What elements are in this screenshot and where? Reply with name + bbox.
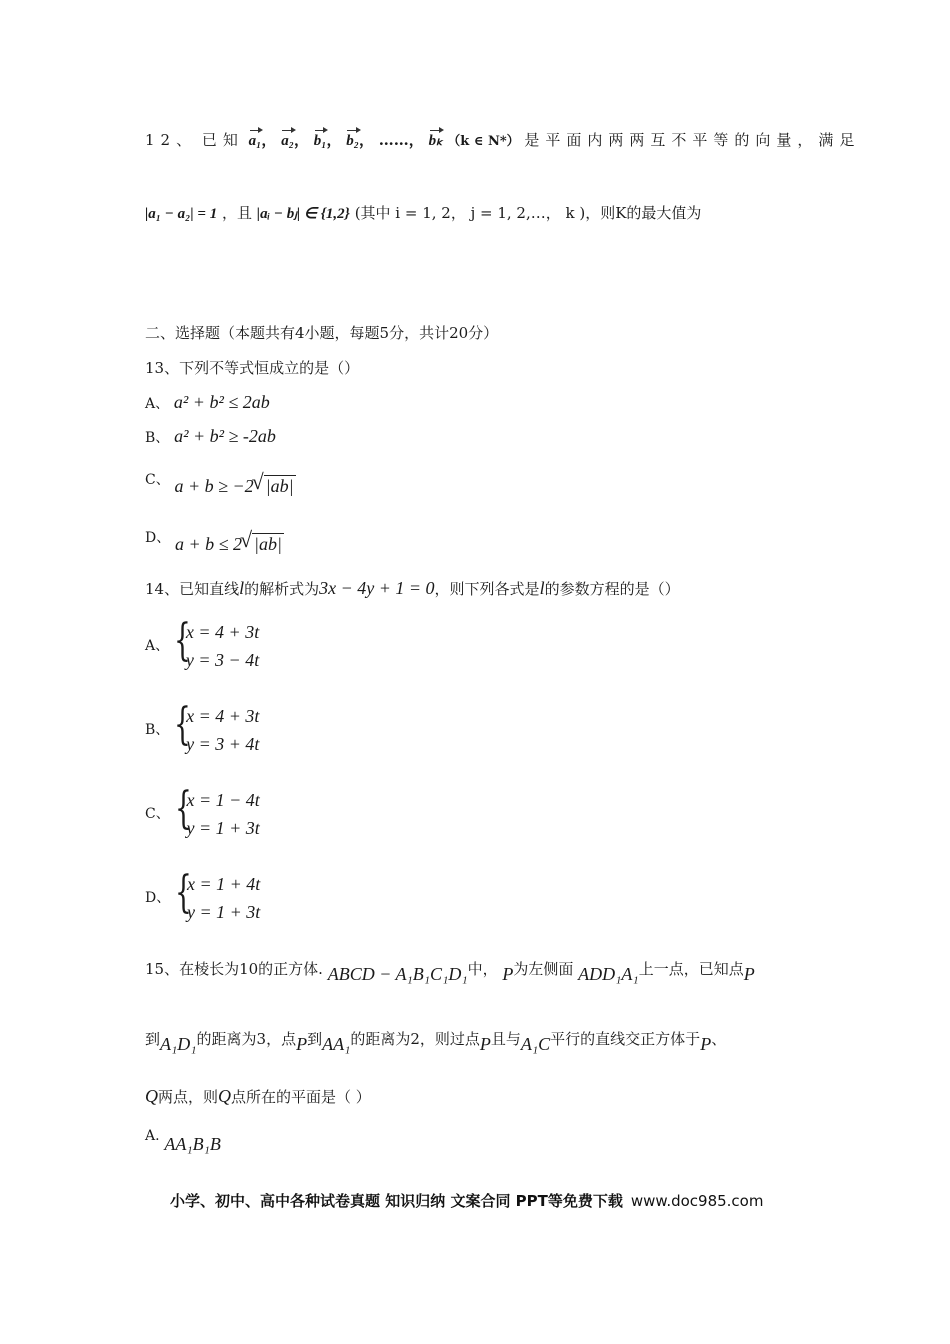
q12-line2 <box>145 203 701 224</box>
q14-option-a <box>145 615 260 674</box>
q14-stem-pre: 14、已知直线 <box>145 580 240 598</box>
q15-text: 上一点，已知点 <box>638 960 744 978</box>
face-name: ADD₁A₁ <box>578 964 639 984</box>
option-label: C、 <box>145 472 170 488</box>
option-label: B、 <box>145 722 170 738</box>
q15-text: 15、在棱长为10的正方体. <box>145 960 323 978</box>
radicand: |ab| <box>265 476 294 496</box>
equation-system: { x = 1 + 4t y = 1 + 3t <box>175 870 260 926</box>
option-label: A. <box>145 1128 160 1144</box>
q14-option-d <box>145 867 261 926</box>
q15-line1 <box>145 958 755 984</box>
option-expr: a + b ≥ −2 <box>174 476 254 496</box>
q15-text: 到 <box>307 1030 323 1048</box>
edge-aa1: AA₁ <box>322 1034 351 1054</box>
eq-y: y = 1 + 3t <box>186 818 260 838</box>
q12-condition: （k ∈ N*） <box>447 134 520 149</box>
edge-a1d1: A₁D₁ <box>160 1034 197 1054</box>
equation-system: { x = 1 − 4t y = 1 + 3t <box>175 786 260 842</box>
point-p: P <box>479 1034 491 1054</box>
option-label: D、 <box>145 530 171 546</box>
option-label: D、 <box>145 890 171 906</box>
point-p: P <box>502 964 514 984</box>
option-expr: a² + b² ≥ -2ab <box>174 426 276 446</box>
sqrt <box>254 476 296 496</box>
point-q: Q <box>145 1086 158 1106</box>
q12-eq2: |aᵢ − bⱼ| ∈ {1,2} <box>256 206 350 222</box>
radicand: |ab| <box>254 534 282 554</box>
q15-text: 两点，则 <box>158 1088 219 1106</box>
footer-text: 小学、初中、高中各种试卷真题 知识归纳 文案合同 PPT等免费下载 <box>170 1192 623 1210</box>
point-p: P <box>700 1034 712 1054</box>
q13-option-b <box>145 426 276 448</box>
q13-option-c <box>145 470 296 496</box>
vector-bk: bₖ <box>428 133 443 149</box>
q12-line1: 12、 已知 a₁， a₂， b₁， b₂， ……， bₖ （k ∈ N*） 是平面内两两互不平等的向量，满足 <box>145 131 861 149</box>
q12-eq1: |a₁ − a₂| = 1 <box>145 206 218 222</box>
eq-x: x = 1 − 4t <box>186 790 260 810</box>
q15-line2 <box>145 1028 727 1054</box>
q13-option-a <box>145 392 270 414</box>
q15-text: 平行的直线交正方体于 <box>550 1030 701 1048</box>
option-label: C、 <box>145 806 170 822</box>
equation-system: { x = 4 + 3t y = 3 − 4t <box>174 618 259 674</box>
cube-name: ABCD − A₁B₁C₁D₁ <box>327 964 468 984</box>
line-l: l <box>539 578 545 598</box>
q12-paren: (其中 i = 1, 2， j = 1, 2,…， k )，则K的最大值为 <box>354 204 702 222</box>
line-equation: 3x − 4y + 1 = 0 <box>319 578 435 598</box>
q15-text: 点所在的平面是（ ） <box>231 1088 371 1106</box>
q13-option-d <box>145 528 284 554</box>
option-label: B、 <box>145 430 170 446</box>
q12-lead: 已知 <box>201 131 244 149</box>
option-expr: a² + b² ≤ 2ab <box>173 392 270 412</box>
q14-option-b <box>145 699 260 758</box>
q15-text: 中， <box>467 960 498 978</box>
sqrt <box>242 534 284 554</box>
point-p: P <box>296 1034 308 1054</box>
q13-stem: 13、下列不等式恒成立的是（） <box>145 359 360 377</box>
q14-stem-mid2: ，则下列各式是 <box>434 580 540 598</box>
q15-line3 <box>145 1086 371 1107</box>
q15-text: 且与 <box>490 1030 521 1048</box>
option-label: A、 <box>145 396 170 412</box>
point-p: P <box>743 964 755 984</box>
section-title: 二、选择题（本题共有4小题，每题5分，共计20分） <box>145 324 499 342</box>
vector-a1: a₁ <box>248 133 262 149</box>
line-l: l <box>239 578 245 598</box>
footer <box>170 1190 763 1211</box>
q15-text: 到 <box>145 1030 161 1048</box>
eq-y: y = 3 + 4t <box>186 734 260 754</box>
eq-y: y = 1 + 3t <box>187 902 261 922</box>
ellipsis: …… <box>378 131 409 149</box>
q14-option-c <box>145 783 260 842</box>
q14-stem-mid: 的解析式为 <box>244 580 320 598</box>
point-q: Q <box>218 1086 232 1106</box>
eq-x: x = 4 + 3t <box>185 622 260 642</box>
option-label: A、 <box>145 638 170 654</box>
option-expr: AA₁B₁B <box>164 1134 221 1154</box>
vector-a2: a₂ <box>281 133 294 149</box>
line-a1c: A₁C <box>520 1034 551 1054</box>
q12-text: 是平面内两两互不平等的向量，满足 <box>524 131 861 149</box>
footer-link[interactable]: www.doc985.com <box>630 1192 764 1210</box>
vector-b1: b₁ <box>313 133 327 149</box>
eq-x: x = 4 + 3t <box>186 706 260 726</box>
option-expr: a + b ≤ 2 <box>175 534 243 554</box>
eq-y: y = 3 − 4t <box>185 650 260 670</box>
q15-option-a <box>145 1126 221 1154</box>
vector-b2: b₂ <box>346 133 359 149</box>
q14-stem <box>145 578 680 599</box>
q15-text: 的距离为2，则过点 <box>350 1030 480 1048</box>
q14-stem-post: 的参数方程的是（） <box>544 580 680 598</box>
q12-and: ，且 <box>221 204 252 222</box>
equation-system: { x = 4 + 3t y = 3 + 4t <box>174 702 259 758</box>
eq-x: x = 1 + 4t <box>187 874 261 894</box>
q15-text: 的距离为3，点 <box>196 1030 297 1048</box>
q15-text: 、 <box>711 1030 727 1048</box>
q15-text: 为左侧面 <box>513 960 574 978</box>
q12-number: 12、 <box>145 131 198 149</box>
